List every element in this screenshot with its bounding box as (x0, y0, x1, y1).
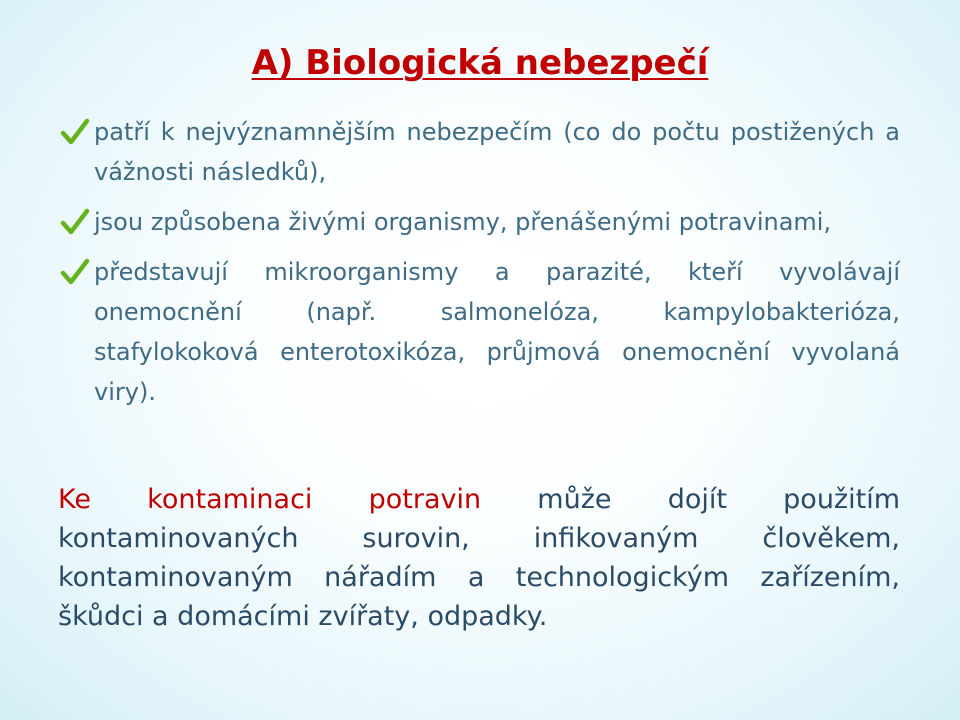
bullet-item (58, 112, 900, 192)
bullet-item (58, 252, 900, 412)
paragraph-text: může dojít použitím kontaminovaných surovin, infikovaným člověkem, kontaminovaným nářadím a technologickým zařízením, škůdci a domácími zvířaty, odpadky. (58, 484, 900, 632)
bullet-text: patří k nejvýznamnějším nebezpečím (co do počtu postižených a vážnosti následků), (94, 118, 900, 186)
checkmark-icon (60, 118, 90, 146)
bullet-text: jsou způsobena živými organismy, přenášenými potravinami, (94, 208, 832, 236)
contamination-paragraph (58, 480, 900, 636)
bullet-item (58, 202, 900, 242)
checkmark-icon (60, 258, 90, 286)
bullet-list (58, 112, 900, 422)
bullet-text: představují mikroorganismy a parazité, kteří vyvolávají onemocnění (např. salmonelóza, kampylobakterióza, stafylokoková enterotoxikóza, průjmová onemocnění vyvolaná viry). (94, 258, 900, 406)
slide-title (0, 40, 960, 86)
paragraph-highlight: Ke kontaminaci potravin (58, 484, 482, 515)
slide-title-text: A) Biologická nebezpečí (251, 43, 709, 83)
checkmark-icon (60, 208, 90, 236)
